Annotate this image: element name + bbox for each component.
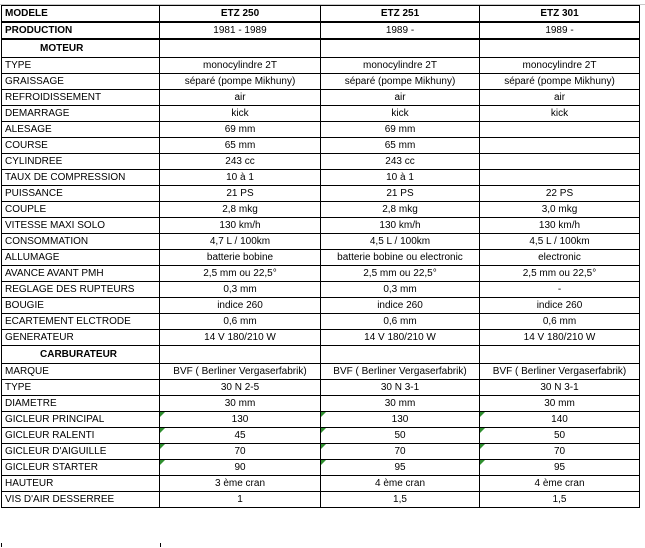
spec-value: 70 [321,444,480,460]
spec-label: COUPLE [2,202,160,218]
spec-row [2,266,640,282]
spec-value: 130 [321,412,480,428]
spec-label: ALLUMAGE [2,250,160,266]
spec-row [2,444,640,460]
spec-label: MARQUE [2,364,160,380]
spec-value: 95 [321,460,480,476]
spec-value: 14 V 180/210 W [480,330,640,346]
spec-label: DIAMETRE [2,396,160,412]
spec-row [2,380,640,396]
spec-row [2,282,640,298]
modele-label: MODELE [2,6,160,23]
spec-value: 95 [480,460,640,476]
spec-value: 70 [480,444,640,460]
spec-value: 0,6 mm [480,314,640,330]
spec-value: batterie bobine [160,250,321,266]
spec-row [2,492,640,508]
spec-value [480,122,640,138]
spec-value: 30 mm [321,396,480,412]
spec-label: GICLEUR PRINCIPAL [2,412,160,428]
spec-row [2,428,640,444]
spec-value [480,138,640,154]
spec-value: kick [480,106,640,122]
sheet-bottom-edge [1,543,161,547]
production-value: 1981 - 1989 [160,22,321,39]
production-row [2,22,640,39]
spec-label: TYPE [2,58,160,74]
spec-label: AVANCE AVANT PMH [2,266,160,282]
spec-value: kick [321,106,480,122]
spec-row [2,106,640,122]
spec-label: GICLEUR D'AIGUILLE [2,444,160,460]
spec-value: monocylindre 2T [321,58,480,74]
spec-row [2,298,640,314]
spec-value: air [160,90,321,106]
spec-label: REGLAGE DES RUPTEURS [2,282,160,298]
spec-value: 0,6 mm [160,314,321,330]
spec-label: VIS D'AIR DESSERREE [2,492,160,508]
spec-row [2,122,640,138]
spec-label: VITESSE MAXI SOLO [2,218,160,234]
spec-value: indice 260 [160,298,321,314]
spec-value: 30 N 2-5 [160,380,321,396]
spec-row [2,396,640,412]
spec-row [2,218,640,234]
spec-label: ALESAGE [2,122,160,138]
production-value: 1989 - [480,22,640,39]
spec-value: BVF ( Berliner Vergaserfabrik) [321,364,480,380]
spec-value: monocylindre 2T [160,58,321,74]
spec-value: 243 cc [160,154,321,170]
section-empty-cell [321,346,480,364]
section-empty-cell [321,39,480,58]
spec-value: 130 km/h [160,218,321,234]
spec-label: CONSOMMATION [2,234,160,250]
spec-label: GENERATEUR [2,330,160,346]
spec-row [2,170,640,186]
spec-value: 30 mm [160,396,321,412]
spec-row [2,74,640,90]
spec-value: 14 V 180/210 W [160,330,321,346]
spec-value: 4,5 L / 100km [480,234,640,250]
spec-row [2,202,640,218]
spec-label: TAUX DE COMPRESSION [2,170,160,186]
spec-value: monocylindre 2T [480,58,640,74]
spec-label: HAUTEUR [2,476,160,492]
spec-row [2,460,640,476]
spec-row [2,138,640,154]
spec-value: 1 [160,492,321,508]
spec-row [2,58,640,74]
spec-value: 22 PS [480,186,640,202]
spec-value: 10 à 1 [321,170,480,186]
spec-value: 2,5 mm ou 22,5° [321,266,480,282]
spec-row [2,412,640,428]
section-empty-cell [480,39,640,58]
spec-value: 30 mm [480,396,640,412]
production-value: 1989 - [321,22,480,39]
spec-row [2,476,640,492]
spec-row [2,364,640,380]
spec-label: BOUGIE [2,298,160,314]
spec-label: PUISSANCE [2,186,160,202]
spec-value: 2,8 mkg [321,202,480,218]
spec-label: CYLINDREE [2,154,160,170]
spec-row [2,90,640,106]
spec-value: indice 260 [480,298,640,314]
section-empty-cell [480,346,640,364]
spec-value: 243 cc [321,154,480,170]
spec-value: 21 PS [160,186,321,202]
spec-label: REFROIDISSEMENT [2,90,160,106]
spec-value: 69 mm [160,122,321,138]
section-empty-cell [160,39,321,58]
spec-value [480,154,640,170]
spec-value: air [321,90,480,106]
spec-value: kick [160,106,321,122]
spec-value: 4,7 L / 100km [160,234,321,250]
spec-row [2,154,640,170]
spec-value: electronic [480,250,640,266]
spec-value: indice 260 [321,298,480,314]
spec-value: 4 ème cran [321,476,480,492]
spec-value: 0,3 mm [160,282,321,298]
model-header-etz251: ETZ 251 [321,6,480,23]
spec-label: DEMARRAGE [2,106,160,122]
spec-value: 2,5 mm ou 22,5° [160,266,321,282]
spec-table [1,5,640,508]
spec-value: séparé (pompe Mikhuny) [480,74,640,90]
spec-value: 0,3 mm [321,282,480,298]
spec-value: 4,5 L / 100km [321,234,480,250]
spec-value: 21 PS [321,186,480,202]
spec-value: 70 [160,444,321,460]
spec-value: 1,5 [480,492,640,508]
header-row [2,6,640,23]
section-title: MOTEUR [2,39,160,58]
spec-label: GICLEUR STARTER [2,460,160,476]
spec-value: air [480,90,640,106]
spec-row [2,250,640,266]
spec-value: 14 V 180/210 W [321,330,480,346]
spec-value: 3,0 mkg [480,202,640,218]
spec-value: 3 ème cran [160,476,321,492]
spec-label: ECARTEMENT ELCTRODE [2,314,160,330]
spec-value: 30 N 3-1 [321,380,480,396]
section-header-row [2,39,640,58]
spec-label: GICLEUR RALENTI [2,428,160,444]
spec-value [480,170,640,186]
spec-row [2,234,640,250]
spec-value: 50 [321,428,480,444]
spec-value: 50 [480,428,640,444]
spec-value: 65 mm [160,138,321,154]
spec-label: GRAISSAGE [2,74,160,90]
spec-value: 130 km/h [321,218,480,234]
spec-row [2,186,640,202]
spec-value: 2,8 mkg [160,202,321,218]
spec-value: - [480,282,640,298]
spec-value: 140 [480,412,640,428]
spec-value: 0,6 mm [321,314,480,330]
section-empty-cell [160,346,321,364]
spec-value: 69 mm [321,122,480,138]
section-header-row [2,346,640,364]
spec-value: BVF ( Berliner Vergaserfabrik) [480,364,640,380]
spec-value: 2,5 mm ou 22,5° [480,266,640,282]
production-label: PRODUCTION [2,22,160,39]
spec-value: séparé (pompe Mikhuny) [321,74,480,90]
model-header-etz250: ETZ 250 [160,6,321,23]
model-header-etz301: ETZ 301 [480,6,640,23]
spec-value: batterie bobine ou electronic [321,250,480,266]
spec-row [2,330,640,346]
spec-value: 10 à 1 [160,170,321,186]
spec-value: 1,5 [321,492,480,508]
spec-label: TYPE [2,380,160,396]
section-title: CARBURATEUR [2,346,160,364]
spec-label: COURSE [2,138,160,154]
spec-value: 30 N 3-1 [480,380,640,396]
spec-value: 130 km/h [480,218,640,234]
spec-value: séparé (pompe Mikhuny) [160,74,321,90]
spec-value: 130 [160,412,321,428]
spec-row [2,314,640,330]
spec-value: BVF ( Berliner Vergaserfabrik) [160,364,321,380]
spec-value: 45 [160,428,321,444]
spec-value: 4 ème cran [480,476,640,492]
spec-value: 90 [160,460,321,476]
spec-value: 65 mm [321,138,480,154]
